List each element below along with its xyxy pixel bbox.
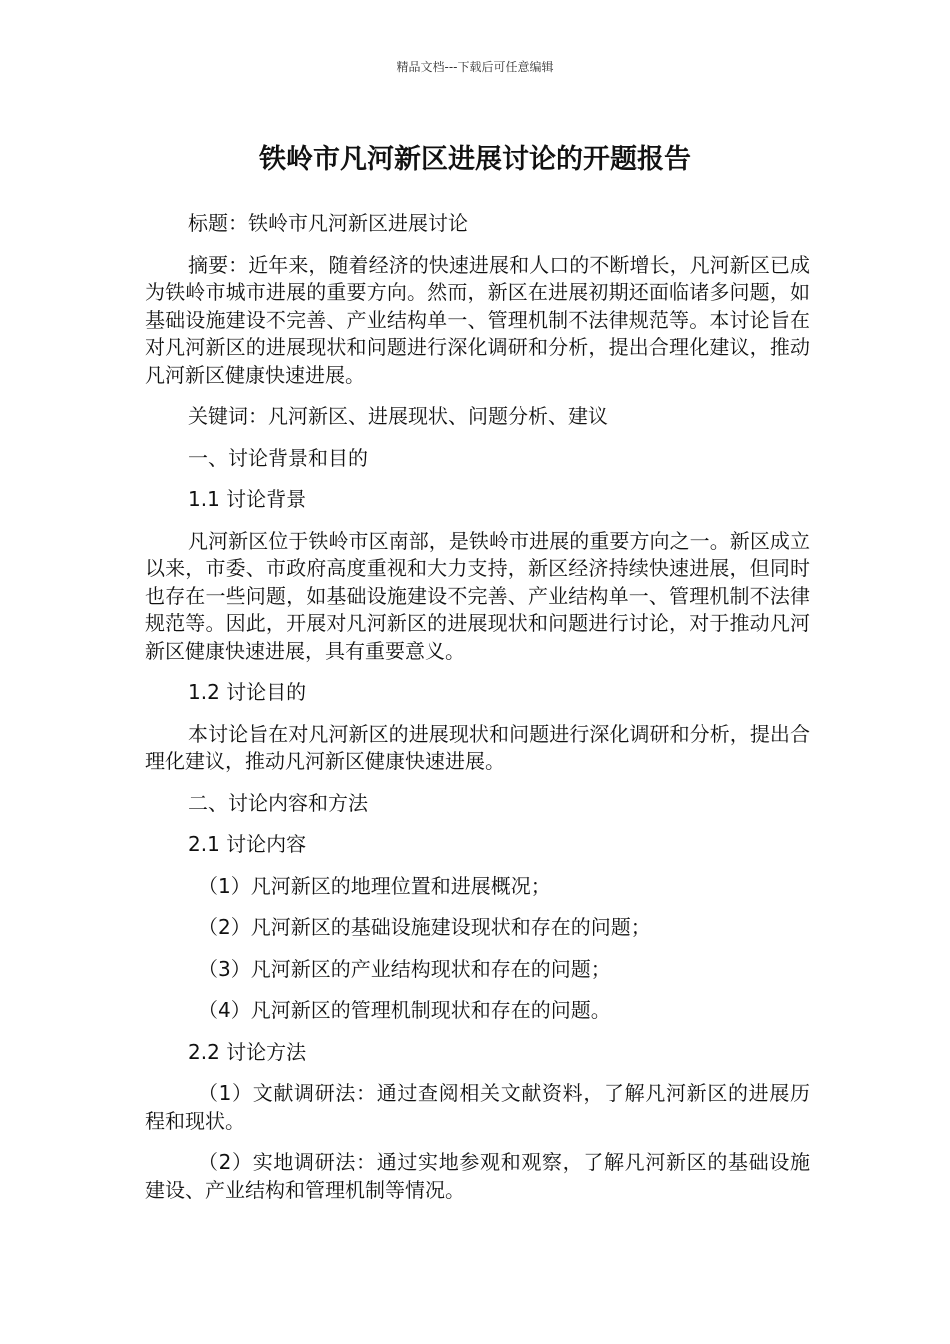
- subsection-heading: 2.2 讨论方法: [188, 1039, 307, 1064]
- abstract-paragraph: 摘要：近年来，随着经济的快速进展和人口的不断增长，凡河新区已成为铁岭市城市进展的重要方向。然而，新区在进展初期还面临诸多问题，如基础设施建设不完善、产业结构单一、管理机制不法律规范等。本讨论旨在对凡河新区的进展现状和问题进行深化调研和分析，提出合理化建议，推动凡河新区健康快速进展。: [145, 252, 810, 387]
- document-body: [145, 210, 810, 1218]
- content-list-item: （4）凡河新区的管理机制现状和存在的问题。: [198, 998, 611, 1022]
- subsection-heading: 1.1 讨论背景: [188, 487, 307, 511]
- purpose-paragraph: 本讨论旨在对凡河新区的进展现状和问题进行深化调研和分析，提出合理化建议，推动凡河新区健康快速进展。: [145, 721, 810, 773]
- method-list-item: （2）实地调研法：通过实地参观和观察，了解凡河新区的基础设施建设、产业结构和管理机制等情况。: [145, 1150, 810, 1202]
- document-title: 铁岭市凡河新区进展讨论的开题报告: [259, 144, 691, 175]
- content-list-item: （3）凡河新区的产业结构现状和存在的问题；: [198, 956, 611, 981]
- subsection-heading: 2.1 讨论内容: [188, 832, 307, 856]
- background-paragraph: 凡河新区位于铁岭市区南部，是铁岭市进展的重要方向之一。新区成立以来，市委、市政府高度重视和大力支持，新区经济持续快速进展，但同时也存在一些问题，如基础设施建设不完善、产业结构单一、管理机制不法律规范等。因此，开展对凡河新区的进展现状和问题进行讨论，对于推动凡河新区健康快速进展，具有重要意义。: [145, 528, 810, 663]
- subject-line: 标题：铁岭市凡河新区进展讨论: [188, 211, 468, 235]
- content-list-item: （2）凡河新区的基础设施建设现状和存在的问题；: [198, 915, 651, 939]
- keywords-line: 关键词：凡河新区、进展现状、问题分析、建议: [188, 404, 608, 428]
- method-list-item: （1）文献调研法：通过查阅相关文献资料，了解凡河新区的进展历程和现状。: [145, 1081, 810, 1133]
- content-list-item: （1）凡河新区的地理位置和进展概况；: [198, 873, 551, 898]
- section-heading: 二、讨论内容和方法: [188, 790, 368, 815]
- header-note: 精品文档---下载后可任意编辑: [396, 60, 554, 74]
- section-heading: 一、讨论背景和目的: [188, 445, 368, 470]
- subsection-heading: 1.2 讨论目的: [188, 680, 307, 704]
